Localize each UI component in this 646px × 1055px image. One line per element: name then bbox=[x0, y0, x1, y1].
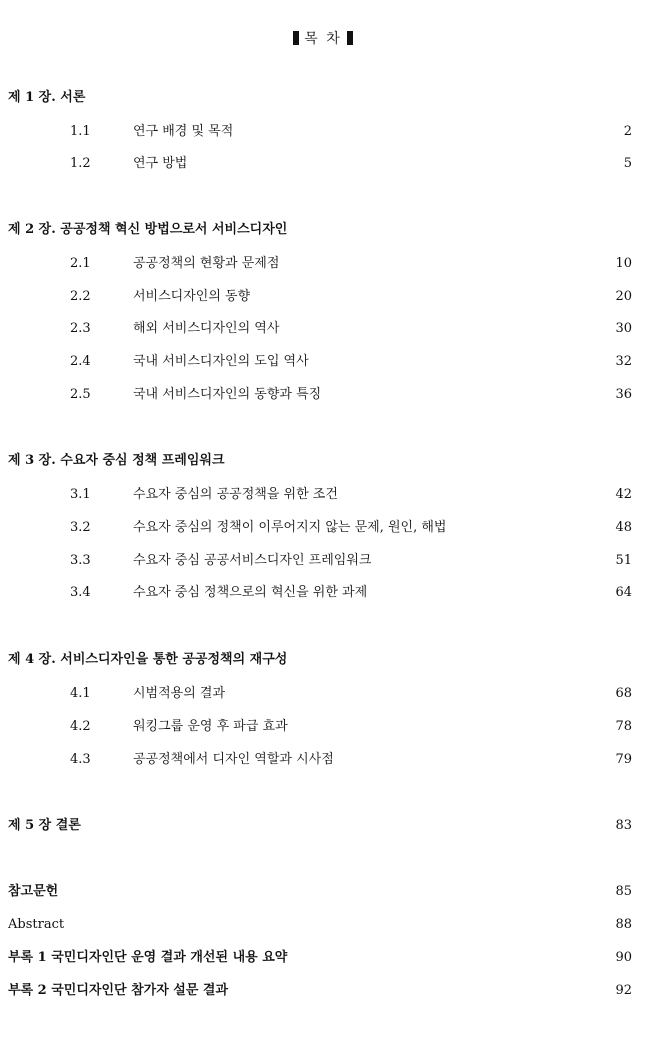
section-title: 연구 방법 bbox=[133, 156, 188, 171]
page-number: 85 bbox=[615, 884, 632, 899]
page-number: 79 bbox=[615, 752, 632, 767]
toc-entry-3-2 bbox=[0, 518, 632, 538]
page-number: 88 bbox=[615, 917, 632, 932]
page-number: 2 bbox=[623, 124, 632, 139]
toc-entry-3-3 bbox=[0, 551, 632, 571]
toc-entry-4-3 bbox=[0, 750, 632, 770]
toc-title-text: 목 차 bbox=[304, 31, 342, 47]
page-number: 36 bbox=[615, 387, 632, 402]
chapter-5-heading bbox=[0, 816, 632, 836]
back-matter-label: 부록 1 국민디자인단 운영 결과 개선된 내용 요약 bbox=[8, 950, 288, 965]
toc-entry-appendix-1 bbox=[0, 948, 632, 968]
section-title: 공공정책의 현황과 문제점 bbox=[133, 256, 280, 271]
section-number: 4.3 bbox=[70, 752, 91, 767]
section-title: 공공정책에서 디자인 역할과 시사점 bbox=[133, 752, 334, 767]
chapter-2-heading bbox=[0, 220, 632, 240]
section-title: 수요자 중심 공공서비스디자인 프레임워크 bbox=[133, 553, 372, 568]
section-title: 국내 서비스디자인의 도입 역사 bbox=[133, 354, 309, 369]
title-bar-left bbox=[293, 31, 299, 45]
back-matter-label: 참고문헌 bbox=[8, 884, 59, 899]
chapter-4-heading bbox=[0, 650, 632, 670]
section-title: 서비스디자인의 동향 bbox=[133, 289, 251, 304]
toc-entry-1-1 bbox=[0, 122, 632, 142]
page-number: 30 bbox=[615, 321, 632, 336]
page-number: 64 bbox=[615, 585, 632, 600]
page-number: 20 bbox=[615, 289, 632, 304]
section-number: 3.3 bbox=[70, 553, 91, 568]
chapter-label: 제 2 장. 공공정책 혁신 방법으로서 서비스디자인 bbox=[8, 222, 288, 237]
back-matter-label: Abstract bbox=[8, 917, 65, 932]
section-title: 수요자 중심 정책으로의 혁신을 위한 과제 bbox=[133, 585, 368, 600]
section-title: 수요자 중심의 정책이 이루어지지 않는 문제, 원인, 해법 bbox=[133, 520, 447, 535]
section-number: 4.1 bbox=[70, 686, 91, 701]
section-title: 국내 서비스디자인의 동향과 특징 bbox=[133, 387, 322, 402]
page-number: 83 bbox=[615, 818, 632, 833]
section-number: 1.2 bbox=[70, 156, 91, 171]
chapter-3-heading bbox=[0, 451, 632, 471]
page-number: 90 bbox=[615, 950, 632, 965]
page-number: 78 bbox=[615, 719, 632, 734]
section-title: 워킹그룹 운영 후 파급 효과 bbox=[133, 719, 288, 734]
toc-entry-2-5 bbox=[0, 385, 632, 405]
toc-entry-3-1 bbox=[0, 485, 632, 505]
section-number: 2.5 bbox=[70, 387, 91, 402]
toc-entry-2-4 bbox=[0, 352, 632, 372]
toc-entry-2-1 bbox=[0, 254, 632, 274]
page-number: 92 bbox=[615, 983, 632, 998]
section-number: 1.1 bbox=[70, 124, 91, 139]
chapter-label: 제 1 장. 서론 bbox=[8, 90, 86, 105]
section-number: 2.3 bbox=[70, 321, 91, 336]
page-number: 51 bbox=[615, 553, 632, 568]
toc-entry-4-2 bbox=[0, 717, 632, 737]
section-number: 3.1 bbox=[70, 487, 91, 502]
section-number: 2.2 bbox=[70, 289, 91, 304]
page-number: 10 bbox=[615, 256, 632, 271]
toc-entry-2-3 bbox=[0, 319, 632, 339]
section-number: 2.1 bbox=[70, 256, 91, 271]
page-number: 5 bbox=[623, 156, 632, 171]
page-number: 42 bbox=[615, 487, 632, 502]
section-number: 4.2 bbox=[70, 719, 91, 734]
chapter-1-heading bbox=[0, 88, 632, 108]
toc-title bbox=[0, 28, 646, 48]
section-number: 2.4 bbox=[70, 354, 91, 369]
title-bar-right bbox=[347, 31, 353, 45]
toc-entry-appendix-2 bbox=[0, 981, 632, 1001]
section-title: 시범적용의 결과 bbox=[133, 686, 226, 701]
page-number: 48 bbox=[615, 520, 632, 535]
back-matter-label: 부록 2 국민디자인단 참가자 설문 결과 bbox=[8, 983, 229, 998]
toc-entry-abstract bbox=[0, 915, 632, 935]
toc-entry-references bbox=[0, 882, 632, 902]
section-number: 3.4 bbox=[70, 585, 91, 600]
toc-entry-2-2 bbox=[0, 287, 632, 307]
section-title: 해외 서비스디자인의 역사 bbox=[133, 321, 280, 336]
toc-entry-1-2 bbox=[0, 154, 632, 174]
page-number: 68 bbox=[615, 686, 632, 701]
chapter-label: 제 3 장. 수요자 중심 정책 프레임워크 bbox=[8, 453, 225, 468]
toc-entry-3-4 bbox=[0, 583, 632, 603]
section-title: 수요자 중심의 공공정책을 위한 조건 bbox=[133, 487, 338, 502]
section-title: 연구 배경 및 목적 bbox=[133, 124, 234, 139]
chapter-label: 제 5 장 결론 bbox=[8, 818, 81, 833]
section-number: 3.2 bbox=[70, 520, 91, 535]
toc-entry-4-1 bbox=[0, 684, 632, 704]
chapter-label: 제 4 장. 서비스디자인을 통한 공공정책의 재구성 bbox=[8, 652, 288, 667]
page-number: 32 bbox=[615, 354, 632, 369]
